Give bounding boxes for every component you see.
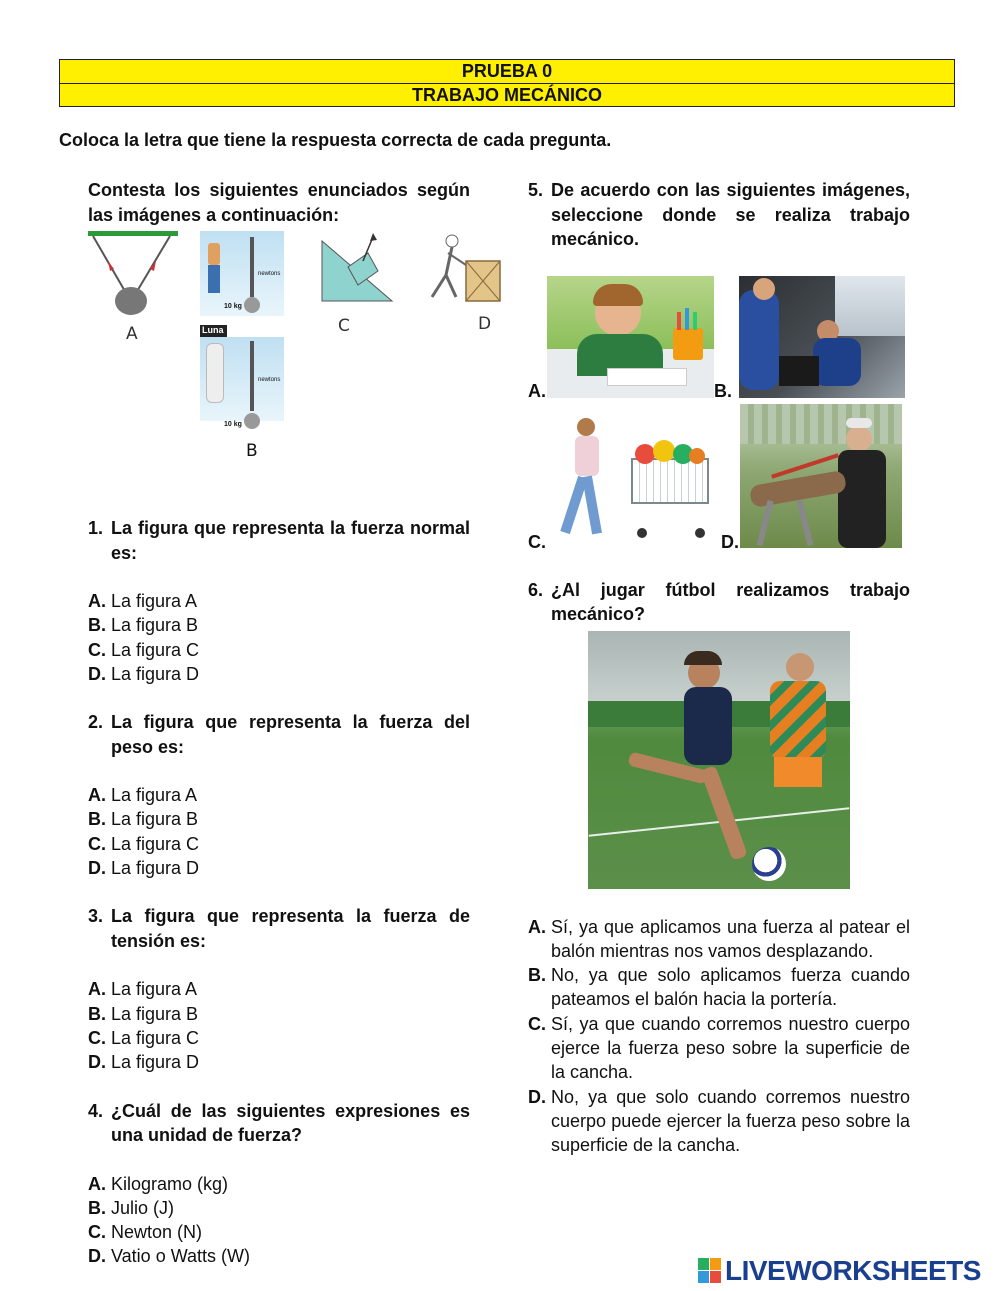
photo-soccer-players xyxy=(588,631,850,889)
option-1d[interactable]: D. La figura D xyxy=(88,663,200,684)
figure-c-normal-illustration xyxy=(320,231,396,341)
option-1b[interactable]: B. La figura B xyxy=(88,615,199,636)
question-6-number: 6. xyxy=(528,579,544,600)
option-6b[interactable]: B. No, ya que solo aplicamos fuerza cuando pateamos el balón hacia la portería. xyxy=(528,965,910,1010)
question-2-text: La figura que representa la fuerza del peso es: xyxy=(111,712,470,757)
question-6-options xyxy=(528,915,910,1158)
intro-text: Contesta los siguientes enunciados según las imágenes a continuación: xyxy=(88,180,470,225)
option-4c[interactable]: C. Newton (N) xyxy=(88,1222,203,1243)
figure-d-pushing-illustration xyxy=(422,231,504,337)
right-column xyxy=(528,178,910,1157)
photo-a-child-writing[interactable] xyxy=(547,276,714,398)
question-2-options xyxy=(88,783,470,880)
option-3a[interactable]: A. La figura A xyxy=(88,979,198,1000)
title-box xyxy=(59,59,955,107)
question-6 xyxy=(528,578,910,627)
option-4a[interactable]: A. Kilogramo (kg) xyxy=(88,1173,229,1194)
weight-label-earth: 10 kg xyxy=(224,303,242,310)
luna-label: Luna xyxy=(202,325,224,335)
option-3c[interactable]: C. La figura C xyxy=(88,1027,200,1048)
question-3-text: La figura que representa la fuerza de tensión es: xyxy=(111,906,470,951)
option-4d[interactable]: D. Vatio o Watts (W) xyxy=(88,1246,251,1267)
photo-b-mechanics[interactable] xyxy=(739,276,905,398)
liveworksheets-text: LIVEWORKSHEETS xyxy=(725,1255,981,1286)
question-3-number: 3. xyxy=(88,906,104,927)
question-1 xyxy=(88,516,470,565)
option-6d[interactable]: D. No, ya que solo cuando corremos nuestro cuerpo puede ejercer la fuerza peso sobre la superficie de la cancha. xyxy=(528,1086,910,1156)
question-5-number: 5. xyxy=(528,180,544,200)
photo-a-label: A. xyxy=(528,380,546,401)
option-2c[interactable]: C. La figura C xyxy=(88,833,200,854)
force-figures xyxy=(88,231,492,471)
figure-b-label: B xyxy=(246,441,258,461)
instruction: Coloca la letra que tiene la respuesta correcta de cada pregunta. xyxy=(59,130,612,150)
figure-a-tension-illustration xyxy=(88,231,183,351)
left-column xyxy=(88,178,492,1269)
photo-d-man-sawing[interactable] xyxy=(740,404,902,548)
question-5-photos xyxy=(528,276,910,558)
option-1c[interactable]: C. La figura C xyxy=(88,639,200,660)
question-5 xyxy=(528,178,910,252)
figure-a-label: A xyxy=(126,324,138,344)
liveworksheets-watermark xyxy=(698,1255,981,1287)
question-2 xyxy=(88,710,470,759)
photo-c-label: C. xyxy=(528,531,546,552)
option-2a[interactable]: A. La figura A xyxy=(88,785,198,806)
option-6a[interactable]: A. Sí, ya que aplicamos una fuerza al patear el balón mientras nos vamos desplazando. xyxy=(528,916,910,961)
question-4-options xyxy=(88,1172,470,1269)
option-1a[interactable]: A. La figura A xyxy=(88,591,198,611)
newtons-label-earth: newtons xyxy=(258,271,281,277)
question-4 xyxy=(88,1099,470,1148)
question-1-number: 1. xyxy=(88,518,104,538)
question-2-number: 2. xyxy=(88,712,104,733)
option-3b[interactable]: B. La figura B xyxy=(88,1003,199,1024)
question-1-text: La figura que representa la fuerza normal es: xyxy=(111,518,470,563)
question-3 xyxy=(88,904,470,953)
test-title: PRUEBA 0 xyxy=(461,61,553,81)
question-1-options xyxy=(88,589,470,686)
figure-c-label: C xyxy=(338,316,350,336)
newtons-label-moon: newtons xyxy=(258,377,281,383)
photo-b-label: B. xyxy=(714,380,732,401)
question-3-options xyxy=(88,977,470,1074)
weight-label-moon: 10 kg xyxy=(224,421,242,428)
option-6c[interactable]: C. Sí, ya que cuando corremos nuestro cuerpo ejerce la fuerza peso sobre la superficie de la cancha. xyxy=(528,1013,910,1083)
option-3d[interactable]: D. La figura D xyxy=(88,1052,200,1073)
option-2b[interactable]: B. La figura B xyxy=(88,809,199,830)
option-2d[interactable]: D. La figura D xyxy=(88,858,200,879)
photo-c-girl-cart[interactable] xyxy=(547,414,717,550)
figure-b-weight-illustration xyxy=(200,231,284,463)
photo-d-label: D. xyxy=(721,531,739,552)
test-subtitle: TRABAJO MECÁNICO xyxy=(60,83,954,106)
question-5-text: De acuerdo con las siguientes imágenes, seleccione donde se realiza trabajo mecánico. xyxy=(551,180,910,249)
question-4-text: ¿Cuál de las siguientes expresiones es una unidad de fuerza? xyxy=(111,1100,470,1146)
option-4b[interactable]: B. Julio (J) xyxy=(88,1197,175,1218)
question-4-number: 4. xyxy=(88,1100,104,1121)
figure-d-label: D xyxy=(478,314,492,334)
liveworksheets-logo-icon xyxy=(698,1258,722,1284)
question-6-text: ¿Al jugar fútbol realizamos trabajo mecánico? xyxy=(551,579,910,624)
